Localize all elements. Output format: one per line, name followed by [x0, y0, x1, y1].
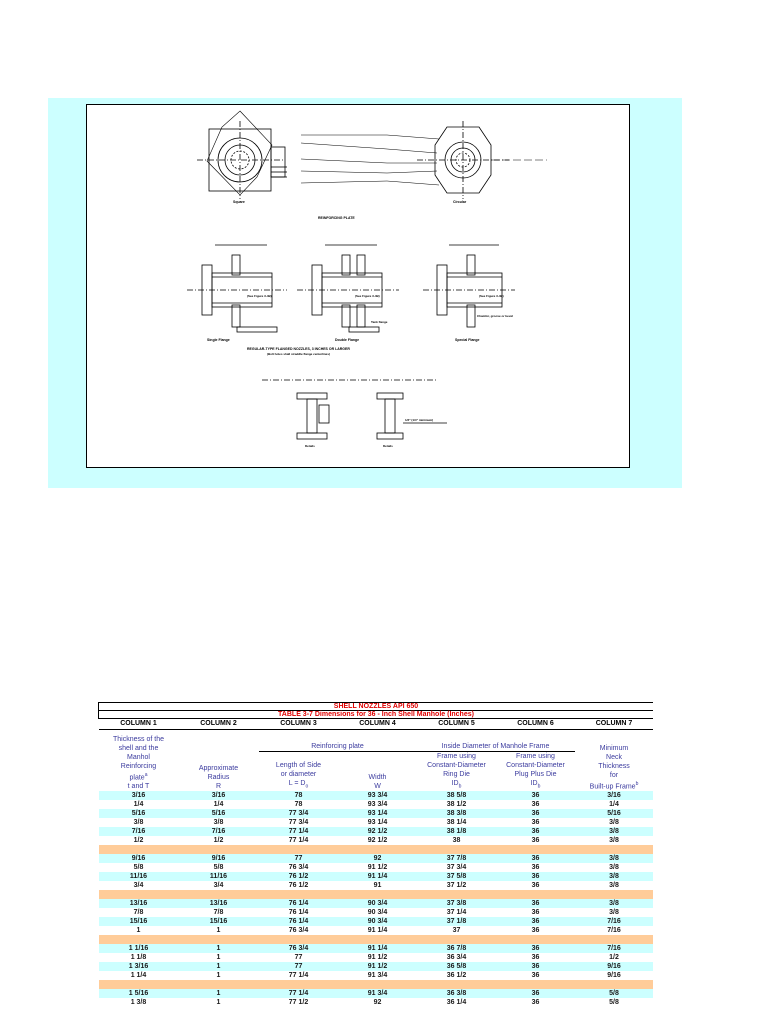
table-cell: 76 1/2: [259, 872, 339, 881]
table-cell: 36: [497, 971, 575, 980]
double-flange-drawing: [297, 245, 399, 332]
table-cell: 92: [339, 854, 417, 863]
table-cell: 1/2: [575, 953, 654, 962]
table-cell: 91: [339, 881, 417, 890]
table-cell: 3/4: [179, 881, 259, 890]
table-cell: 36 1/2: [417, 971, 497, 980]
table-cell: 7/8: [99, 908, 179, 917]
table-cell: 3/8: [575, 863, 654, 872]
table-cell: 9/16: [575, 962, 654, 971]
table-cell: 11/16: [179, 872, 259, 881]
column-header: COLUMN 5: [417, 719, 497, 730]
table-cell: 36: [497, 854, 575, 863]
group-separator-row: [99, 890, 654, 899]
label-square: Square: [233, 200, 245, 204]
manhole-dimensions-table: [98, 702, 653, 1024]
table-cell: 77 1/2: [259, 998, 339, 1007]
table-cell: 9/16: [99, 854, 179, 863]
label-see-figure-a: (See Figure 3-4B): [247, 294, 272, 298]
table-cell: 36: [497, 881, 575, 890]
table-cell: 91 3/4: [339, 989, 417, 998]
table-cell: 91 1/4: [339, 926, 417, 935]
table-cell: 1/4: [179, 800, 259, 809]
leader-lines: [301, 135, 547, 185]
group-separator-row: [99, 845, 654, 854]
table-cell: 91 1/4: [339, 872, 417, 881]
separator-cell: [99, 845, 654, 854]
table-cell: 3/16: [179, 791, 259, 800]
table-cell: 3/8: [575, 872, 654, 881]
table-cell: 13/16: [99, 899, 179, 908]
table-row: [99, 863, 654, 872]
table-cell: 1: [179, 971, 259, 980]
table-cell: 1 5/16: [99, 989, 179, 998]
table-cell: 36: [497, 809, 575, 818]
table-cell: 77 1/4: [259, 836, 339, 845]
table-cell: 3/8: [575, 818, 654, 827]
table-cell: 78: [259, 800, 339, 809]
table-row: [99, 881, 654, 890]
table-cell: 3/8: [575, 881, 654, 890]
label-see-figure-c: (See Figure 3-4B): [479, 294, 504, 298]
separator-cell: [99, 935, 654, 944]
label-chamfer-note: Chamfer, groove or bevel: [477, 314, 514, 318]
table-cell: 36 5/8: [417, 962, 497, 971]
label-single-flange: Single Flange: [207, 338, 230, 342]
table-cell: 36 7/8: [417, 944, 497, 953]
column-header: COLUMN 6: [497, 719, 575, 730]
table-cell: 38 1/8: [417, 827, 497, 836]
table-cell: 76 3/4: [259, 944, 339, 953]
label-nozzles-subcaption: (Bolt holes shall straddle flange centerlines): [267, 352, 331, 356]
table-cell: 7/16: [179, 827, 259, 836]
table-cell: 5/8: [99, 863, 179, 872]
table-cell: 77: [259, 953, 339, 962]
desc-column-1: Thickness of the shell and the Manhol Reinforcing plate$^a$ t and T: [113, 736, 164, 791]
table-cell: 37 3/8: [417, 899, 497, 908]
table-row: [99, 854, 654, 863]
table-cell: 1: [99, 926, 179, 935]
table-cell: 37 5/8: [417, 872, 497, 881]
table-cell: 91 1/2: [339, 953, 417, 962]
table-cell: 77: [259, 854, 339, 863]
table-row: [99, 800, 654, 809]
table-cell: 1 3/16: [99, 962, 179, 971]
table-cell: 36: [497, 998, 575, 1007]
table-cell: 92: [339, 998, 417, 1007]
table-cell: 3/4: [99, 881, 179, 890]
table-cell: 37 7/8: [417, 854, 497, 863]
manhole-drawing: [87, 105, 629, 467]
table-cell: 7/16: [575, 926, 654, 935]
table-row: [99, 827, 654, 836]
table-cell: 77: [259, 962, 339, 971]
table-cell: 38 1/2: [417, 800, 497, 809]
table-cell: 3/8: [575, 854, 654, 863]
desc-column-6: Frame using Constant-Diameter Plug Plus Die $ID_b$: [506, 753, 565, 790]
column-header: COLUMN 4: [339, 719, 417, 730]
table-cell: 38 1/4: [417, 818, 497, 827]
spec-table: [98, 702, 653, 1007]
detail-drawings: [262, 380, 447, 439]
table-cell: 1: [179, 998, 259, 1007]
table-cell: 76 3/4: [259, 863, 339, 872]
table-cell: 38: [417, 836, 497, 845]
table-cell: 36 3/4: [417, 953, 497, 962]
table-cell: 9/16: [575, 971, 654, 980]
table-cell: 5/16: [99, 809, 179, 818]
table-cell: 91 1/2: [339, 863, 417, 872]
table-cell: 93 1/4: [339, 818, 417, 827]
table-cell: 91 1/2: [339, 962, 417, 971]
table-cell: 3/8: [179, 818, 259, 827]
table-cell: 76 1/4: [259, 917, 339, 926]
table-cell: 5/16: [179, 809, 259, 818]
table-cell: 90 3/4: [339, 908, 417, 917]
table-cell: 5/8: [575, 989, 654, 998]
table-title: SHELL NOZZLES API 650: [99, 703, 654, 711]
table-subtitle: TABLE 3-7 Dimensions for 36 - Inch Shell Manhole (Inches): [99, 711, 654, 719]
table-cell: 77 3/4: [259, 809, 339, 818]
table-cell: 36: [497, 953, 575, 962]
table-cell: 36: [497, 818, 575, 827]
label-reinforcing-plate: REINFORCING PLATE: [318, 216, 355, 220]
column-header-row: [99, 719, 654, 730]
table-cell: 15/16: [179, 917, 259, 926]
group-separator-row: [99, 935, 654, 944]
table-cell: 5/16: [575, 809, 654, 818]
table-row: [99, 971, 654, 980]
table-cell: 37 1/4: [417, 908, 497, 917]
column-header: COLUMN 7: [575, 719, 654, 730]
table-cell: 7/16: [575, 917, 654, 926]
table-row: [99, 818, 654, 827]
table-row: [99, 791, 654, 800]
table-cell: 1 1/16: [99, 944, 179, 953]
figure-panel: [48, 98, 682, 488]
table-cell: 36: [497, 989, 575, 998]
table-cell: 36: [497, 800, 575, 809]
table-cell: 1/4: [575, 800, 654, 809]
table-cell: 92 1/2: [339, 827, 417, 836]
label-detail-left: Details: [305, 444, 315, 448]
table-cell: 1: [179, 953, 259, 962]
table-cell: 37 3/4: [417, 863, 497, 872]
table-cell: 15/16: [99, 917, 179, 926]
label-nozzles-caption: REGULAR-TYPE FLANGED NOZZLES, 3 INCHES OR LARGER: [247, 347, 350, 351]
table-cell: 1 3/8: [99, 998, 179, 1007]
table-cell: 3/16: [575, 791, 654, 800]
table-cell: 90 3/4: [339, 917, 417, 926]
table-cell: 1/4: [99, 800, 179, 809]
table-cell: 1/2: [179, 836, 259, 845]
table-cell: 38 5/8: [417, 791, 497, 800]
table-cell: 36: [497, 872, 575, 881]
table-row: [99, 809, 654, 818]
table-cell: 93 3/4: [339, 800, 417, 809]
table-cell: 77 1/4: [259, 989, 339, 998]
table-row: [99, 998, 654, 1007]
separator-cell: [99, 890, 654, 899]
table-cell: 37: [417, 926, 497, 935]
table-cell: 92 1/2: [339, 836, 417, 845]
table-cell: 76 3/4: [259, 926, 339, 935]
table-row: [99, 953, 654, 962]
table-cell: 76 1/2: [259, 881, 339, 890]
table-cell: 36: [497, 962, 575, 971]
table-cell: 5/8: [179, 863, 259, 872]
table-row: [99, 989, 654, 998]
column-header: COLUMN 3: [259, 719, 339, 730]
table-cell: 77 3/4: [259, 818, 339, 827]
table-cell: 5/8: [575, 998, 654, 1007]
square-plate-drawing: [197, 111, 287, 199]
table-cell: 78: [259, 791, 339, 800]
table-cell: 76 1/4: [259, 908, 339, 917]
table-cell: 36: [497, 926, 575, 935]
table-cell: 7/8: [179, 908, 259, 917]
group-reinforcing-plate: Reinforcing plate: [259, 730, 417, 752]
table-cell: 77 1/4: [259, 971, 339, 980]
table-cell: 36: [497, 827, 575, 836]
table-cell: 76 1/4: [259, 899, 339, 908]
table-cell: 1 1/8: [99, 953, 179, 962]
group-separator-row: [99, 980, 654, 989]
label-special-flange: Special Flange: [455, 338, 480, 342]
group-inside-diameter: Inside Diameter of Manhole Frame: [417, 730, 575, 752]
table-cell: 90 3/4: [339, 899, 417, 908]
table-cell: 1: [179, 989, 259, 998]
table-cell: 36: [497, 899, 575, 908]
table-cell: 1/2: [99, 836, 179, 845]
column-header: COLUMN 2: [179, 719, 259, 730]
table-cell: 36 3/8: [417, 989, 497, 998]
table-cell: 93 3/4: [339, 791, 417, 800]
label-double-flange: Double Flange: [335, 338, 360, 342]
figure-frame: [86, 104, 630, 468]
table-row: [99, 917, 654, 926]
table-cell: 1: [179, 926, 259, 935]
label-detail-right: Details: [383, 444, 393, 448]
desc-column-7: Minimum Neck Thickness for Built-up Frame$^b$: [589, 745, 639, 791]
table-cell: 36: [497, 791, 575, 800]
label-inch-note: 1/2" (1/4" minimum): [405, 418, 434, 422]
table-cell: 36: [497, 908, 575, 917]
label-circular: Circular: [453, 200, 467, 204]
table-cell: 9/16: [179, 854, 259, 863]
table-cell: 77 1/4: [259, 827, 339, 836]
table-cell: 1 1/4: [99, 971, 179, 980]
table-row: [99, 908, 654, 917]
table-cell: 36 1/4: [417, 998, 497, 1007]
table-cell: 1: [179, 962, 259, 971]
desc-column-4: Width W: [368, 774, 387, 791]
table-cell: 11/16: [99, 872, 179, 881]
table-row: [99, 872, 654, 881]
table-cell: 36: [497, 863, 575, 872]
table-cell: 3/16: [99, 791, 179, 800]
separator-cell: [99, 980, 654, 989]
column-header: COLUMN 1: [99, 719, 179, 730]
table-row: [99, 926, 654, 935]
table-cell: 37 1/8: [417, 917, 497, 926]
table-cell: 38 3/8: [417, 809, 497, 818]
table-cell: 3/8: [575, 908, 654, 917]
table-cell: 3/8: [575, 899, 654, 908]
table-row: [99, 836, 654, 845]
desc-column-3: Length of Side or diameter $L = D_o$: [275, 762, 322, 790]
table-cell: 3/8: [575, 827, 654, 836]
table-cell: 36: [497, 917, 575, 926]
desc-column-5: Frame using Constant-Diameter Ring Die $ID_b$: [427, 753, 486, 790]
table-cell: 3/8: [575, 836, 654, 845]
table-cell: 36: [497, 836, 575, 845]
table-cell: 1: [179, 944, 259, 953]
single-flange-drawing: [187, 245, 287, 332]
table-row: [99, 899, 654, 908]
table-cell: 91 3/4: [339, 971, 417, 980]
desc-column-2: Approximate Radius R: [198, 765, 239, 791]
table-cell: 36: [497, 944, 575, 953]
table-row: [99, 944, 654, 953]
table-cell: 3/8: [99, 818, 179, 827]
table-cell: 91 1/4: [339, 944, 417, 953]
table-cell: 93 1/4: [339, 809, 417, 818]
table-cell: 13/16: [179, 899, 259, 908]
table-cell: 7/16: [99, 827, 179, 836]
table-cell: 7/16: [575, 944, 654, 953]
label-see-figure-b: (See Figure 3-4B): [355, 294, 380, 298]
label-shell-flange: Tank flange: [371, 320, 388, 324]
table-row: [99, 962, 654, 971]
table-cell: 37 1/2: [417, 881, 497, 890]
